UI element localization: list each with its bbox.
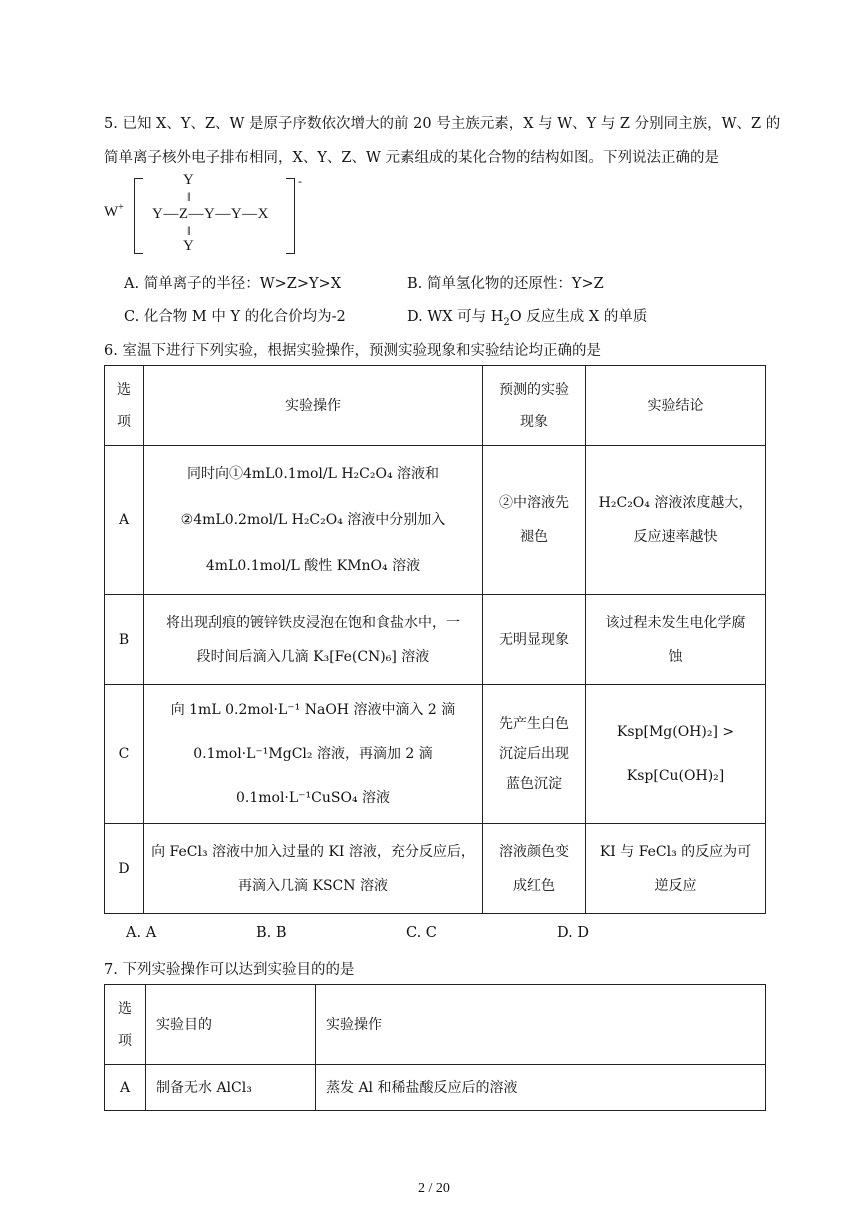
- right-bracket: [286, 178, 295, 254]
- q5-stem-line2: 简单离子核外电子排布相同，X、Y、Z、W 元素组成的某化合物的结构如图。下列说法正确的是: [104, 150, 719, 166]
- q5-option-d: D. WX 可与 $H_2O$ 反应生成 X 的单质: [407, 309, 648, 328]
- table-header-row: [105, 366, 766, 446]
- header-option: 选 项: [105, 985, 146, 1065]
- structure-chain: Y—Z—Y—Y—X: [152, 206, 269, 222]
- q7-stem: 7. 下列实验操作可以达到实验目的的是: [104, 962, 355, 978]
- left-bracket: [134, 178, 143, 254]
- row-operation: 蒸发 Al 和稀盐酸反应后的溶液: [316, 1065, 766, 1111]
- row-phenomenon: 无明显现象: [483, 595, 586, 685]
- row-key: A: [105, 446, 144, 595]
- table-row: [105, 824, 766, 914]
- q7-table: [104, 984, 766, 1111]
- header-goal: 实验目的: [146, 985, 316, 1065]
- page-number: 2 / 20: [418, 1181, 450, 1196]
- row-key: C: [105, 685, 144, 824]
- row-operation: 将出现刮痕的镀锌铁皮浸泡在饱和食盐水中，一 段时间后滴入几滴 K₃[Fe(CN)₆] 溶液: [144, 595, 483, 685]
- table-row: [105, 595, 766, 685]
- row-phenomenon: 先产生白色 沉淀后出现 蓝色沉淀: [483, 685, 586, 824]
- table-row: [105, 446, 766, 595]
- row-conclusion: KI 与 FeCl₃ 的反应为可 逆反应: [586, 824, 766, 914]
- structure-top-atom: Y: [183, 172, 194, 188]
- row-operation: 向 FeCl₃ 溶液中加入过量的 KI 溶液，充分反应后， 再滴入几滴 KSCN 溶液: [144, 824, 483, 914]
- structure-bottom-atom: Y: [183, 238, 194, 254]
- table-row: [105, 685, 766, 824]
- row-operation: 向 1mL 0.2mol·L⁻¹ NaOH 溶液中滴入 2 滴 0.1mol·L⁻¹MgCl₂ 溶液，再滴加 2 滴 0.1mol·L⁻¹CuSO₄ 溶液: [144, 685, 483, 824]
- row-phenomenon: ②中溶液先 褪色: [483, 446, 586, 595]
- row-conclusion: Ksp[Mg(OH)₂] > Ksp[Cu(OH)₂]: [586, 685, 766, 824]
- row-conclusion: 该过程未发生电化学腐 蚀: [586, 595, 766, 685]
- q5-option-c: C. 化合物 M 中 Y 的化合价均为-2: [124, 309, 346, 325]
- q5-stem-line1: 5. 已知 X、Y、Z、W 是原子序数依次增大的前 20 号主族元素，X 与 W、Y 与 Z 分别同主族，W、Z 的: [104, 116, 781, 132]
- q6-answer-d: D. D: [557, 925, 589, 941]
- row-key: B: [105, 595, 144, 685]
- header-option: 选 项: [105, 366, 144, 446]
- q5-option-b: B. 简单氢化物的还原性：Y>Z: [407, 276, 604, 292]
- structure-diagram: [104, 172, 314, 256]
- q5-option-a: A. 简单离子的半径：W>Z>Y>X: [124, 276, 342, 292]
- row-phenomenon: 溶液颜色变 成红色: [483, 824, 586, 914]
- header-conclusion: 实验结论: [586, 366, 766, 446]
- row-key: A: [105, 1065, 146, 1111]
- row-goal: 制备无水 AlCl₃: [146, 1065, 316, 1111]
- table-row: [105, 1065, 766, 1111]
- header-operation: 实验操作: [144, 366, 483, 446]
- double-bond-top: ‖: [187, 189, 191, 204]
- q6-stem: 6. 室温下进行下列实验，根据实验操作，预测实验现象和实验结论均正确的是: [104, 343, 601, 359]
- row-key: D: [105, 824, 144, 914]
- double-bond-bottom: ‖: [187, 223, 191, 238]
- header-phenomenon: 预测的实验 现象: [483, 366, 586, 446]
- row-operation: 同时向①4mL0.1mol/L H₂C₂O₄ 溶液和 ②4mL0.2mol/L H₂C₂O₄ 溶液中分别加入 4mL0.1mol/L 酸性 KMnO₄ 溶液: [144, 446, 483, 595]
- table-header-row: [105, 985, 766, 1065]
- q6-answer-b: B. B: [256, 925, 287, 941]
- q6-table: [104, 365, 766, 914]
- q6-answer-a: A. A: [126, 925, 157, 941]
- structure-charge: -: [298, 174, 302, 188]
- header-operation: 实验操作: [316, 985, 766, 1065]
- q6-answer-c: C. C: [406, 925, 437, 941]
- structure-cation: W+: [104, 202, 124, 220]
- row-conclusion: H₂C₂O₄ 溶液浓度越大， 反应速率越快: [586, 446, 766, 595]
